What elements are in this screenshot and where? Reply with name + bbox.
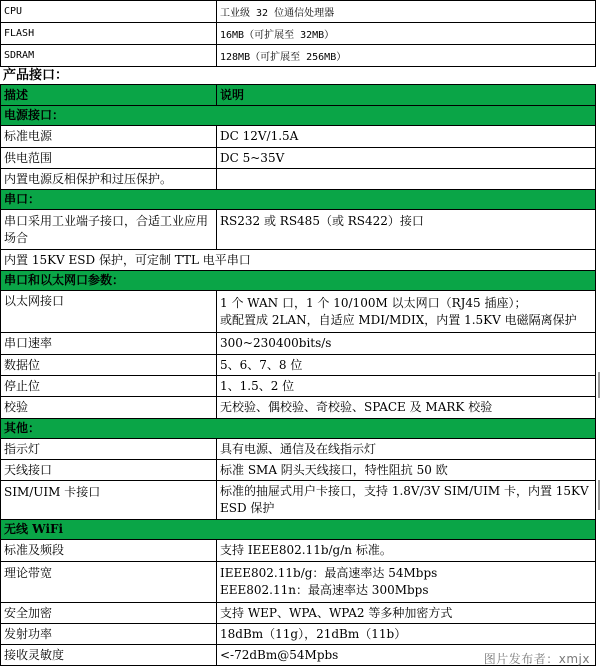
row-label: 串口速率 [1, 333, 217, 355]
header-col-detail: 说明 [217, 85, 596, 106]
section-title: 电源接口： [1, 106, 596, 126]
table-row [1, 23, 596, 45]
spec-value: 128MB（可扩展至 256MB） [217, 45, 596, 67]
table-row [1, 169, 596, 190]
table-row [1, 397, 596, 419]
header-col-description: 描述 [1, 85, 217, 106]
row-label: 以太网接口 [1, 291, 217, 333]
row-label: 停止位 [1, 376, 217, 397]
spec-label: SDRAM [1, 45, 217, 67]
row-value: 5、6、7、8 位 [217, 355, 596, 376]
row-value: 支持 WEP、WPA、WPA2 等多种加密方式 [217, 603, 596, 624]
table-row [1, 460, 596, 481]
section-row-wifi [1, 520, 596, 540]
table-row [1, 562, 596, 603]
row-label: 内置电源反相保护和过压保护。 [1, 169, 217, 190]
spec-table-top [0, 0, 596, 67]
value-line: 或配置成 2LAN，自适应 MDI/MDIX，内置 1.5KV 电磁隔离保护 [220, 312, 577, 327]
row-value: 无校验、偶校验、奇校验、SPACE 及 MARK 校验 [217, 397, 596, 419]
section-row-serial-ethernet [1, 271, 596, 291]
value-line: IEEE802.11b/g：最高速率达 54Mbps [220, 566, 438, 580]
row-value [217, 169, 596, 190]
row-label: 数据位 [1, 355, 217, 376]
table-row [1, 376, 596, 397]
section-title: 无线 WiFi [1, 520, 596, 540]
row-label: SIM/UIM 卡接口 [1, 481, 217, 520]
table-row [1, 45, 596, 67]
row-value: <-72dBm@54Mpbs [217, 645, 596, 666]
table-row [1, 1, 596, 23]
table-row [1, 624, 596, 645]
row-value: DC 12V/1.5A [217, 126, 596, 148]
spec-value: 工业级 32 位通信处理器 [217, 1, 596, 23]
table-row [1, 481, 596, 520]
row-value: RS232 或 RS485（或 RS422）接口 [217, 210, 596, 250]
section-title: 串口和以太网口参数： [1, 271, 596, 291]
row-label: 串口采用工业端子接口，合适工业应用场合 [1, 210, 217, 250]
table-header-row [1, 85, 596, 106]
spec-label: CPU [1, 1, 217, 23]
row-value: 300~230400bits/s [217, 333, 596, 355]
row-label: 指示灯 [1, 439, 217, 460]
table-row [1, 439, 596, 460]
table-row [1, 126, 596, 148]
row-label: 理论带宽 [1, 562, 217, 603]
row-label: 安全加密 [1, 603, 217, 624]
table-row [1, 355, 596, 376]
value-line: 1 个 WAN 口，1 个 10/100M 以太网口（RJ45 插座）； [220, 295, 527, 310]
row-value: 标准的抽屉式用户卡接口，支持 1.8V/3V SIM/UIM 卡，内置 15KV ESD 保护 [217, 481, 596, 520]
row-value: DC 5~35V [217, 148, 596, 169]
section-row-serial [1, 190, 596, 210]
row-label: 校验 [1, 397, 217, 419]
row-label: 发射功率 [1, 624, 217, 645]
row-label: 供电范围 [1, 148, 217, 169]
row-value: 具有电源、通信及在线指示灯 [217, 439, 596, 460]
row-value: 标准 SMA 阴头天线接口，特性阻抗 50 欧 [217, 460, 596, 481]
row-value: 18dBm（11g），21dBm（11b） [217, 624, 596, 645]
row-value: 1、1.5、2 位 [217, 376, 596, 397]
row-value-multiline [217, 291, 596, 333]
row-value-multiline [217, 562, 596, 603]
table-row [1, 603, 596, 624]
row-label: 标准电源 [1, 126, 217, 148]
section-title: 其他： [1, 419, 596, 439]
table-row [1, 540, 596, 562]
section-row-power [1, 106, 596, 126]
section-title: 串口： [1, 190, 596, 210]
table-row [1, 250, 596, 271]
table-row [1, 333, 596, 355]
spec-value: 16MB（可扩展至 32MB） [217, 23, 596, 45]
interface-table [0, 84, 596, 666]
section-heading: 产品接口： [3, 68, 69, 83]
row-note: 内置 15KV ESD 保护，可定制 TTL 电平串口 [1, 250, 596, 271]
watermark: 图片发布者：xmjx [483, 652, 590, 666]
value-line: EEE802.11n：最高速率达 300Mbps [220, 583, 429, 597]
row-value: 支持 IEEE802.11b/g/n 标准。 [217, 540, 596, 562]
spec-label: FLASH [1, 23, 217, 45]
table-row [1, 210, 596, 250]
row-label: 天线接口 [1, 460, 217, 481]
row-label: 接收灵敏度 [1, 645, 217, 666]
table-row [1, 291, 596, 333]
row-label: 标准及频段 [1, 540, 217, 562]
section-row-other [1, 419, 596, 439]
table-row [1, 148, 596, 169]
